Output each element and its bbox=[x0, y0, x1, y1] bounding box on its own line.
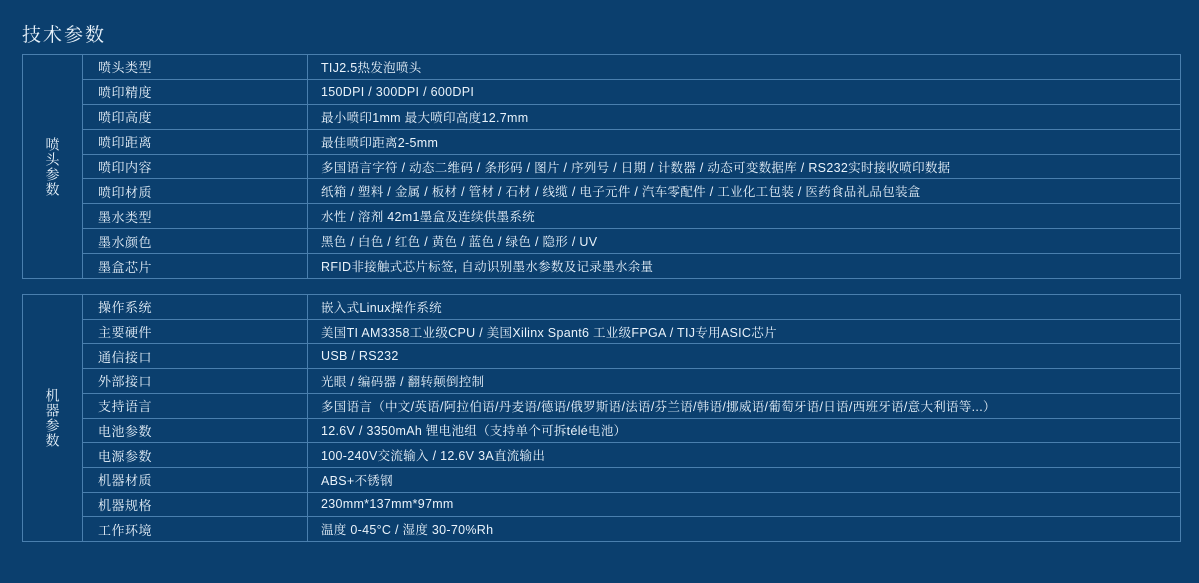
spec-name: 喷印材质 bbox=[83, 179, 308, 203]
spec-block-machine bbox=[22, 294, 1181, 542]
spec-rows-machine bbox=[83, 295, 1180, 541]
spec-value: TIJ2.5热发泡喷头 bbox=[321, 60, 422, 75]
spec-name: 电源参数 bbox=[83, 443, 308, 467]
spec-value: 黑色 / 白色 / 红色 / 黄色 / 蓝色 / 绿色 / 隐形 / UV bbox=[321, 235, 598, 250]
spec-value: 光眼 / 编码器 / 翻转颠倒控制 bbox=[321, 374, 485, 389]
spec-value: 多国语言（中文/英语/阿拉伯语/丹麦语/德语/俄罗斯语/法语/芬兰语/韩语/挪威语/葡萄牙语/日语/西班牙语/意大利语等...） bbox=[321, 399, 996, 414]
table-row bbox=[83, 254, 1180, 278]
table-row bbox=[83, 295, 1180, 320]
spec-value: 12.6V / 3350mAh 锂电池组（支持单个可拆télé电池） bbox=[321, 424, 627, 439]
table-row bbox=[83, 419, 1180, 444]
table-row bbox=[83, 229, 1180, 254]
spec-value: 纸箱 / 塑料 / 金属 / 板材 / 管材 / 石材 / 线缆 / 电子元件 / 汽车零配件 / 工业化工包装 / 医药食品礼品包装盒 bbox=[321, 185, 921, 200]
spec-block-printhead bbox=[22, 54, 1181, 279]
table-row bbox=[83, 55, 1180, 80]
spec-name: 工作环境 bbox=[83, 517, 308, 541]
spec-value: 水性 / 溶剂 42m1墨盒及连续供墨系统 bbox=[321, 210, 535, 225]
page-title: 技术参数 bbox=[22, 25, 107, 46]
spec-rows-printhead bbox=[83, 55, 1180, 278]
spec-name: 外部接口 bbox=[83, 369, 308, 393]
spec-name: 主要硬件 bbox=[83, 320, 308, 344]
spec-value: 多国语言字符 / 动态二维码 / 条形码 / 图片 / 序列号 / 日期 / 计数器 / 动态可变数据库 / RS232实时接收喷印数据 bbox=[321, 160, 951, 175]
spec-value: USB / RS232 bbox=[321, 349, 399, 364]
spec-value: 150DPI / 300DPI / 600DPI bbox=[321, 84, 475, 99]
table-row bbox=[83, 468, 1180, 493]
spec-value: 嵌入式Linux操作系统 bbox=[321, 300, 442, 315]
spec-name: 墨水类型 bbox=[83, 204, 308, 228]
table-row bbox=[83, 105, 1180, 130]
spec-value: RFID非接触式芯片标签, 自动识别墨水参数及记录墨水余量 bbox=[321, 260, 654, 275]
table-row bbox=[83, 394, 1180, 419]
spec-name: 操作系统 bbox=[83, 295, 308, 319]
spec-name: 机器规格 bbox=[83, 493, 308, 517]
spec-name: 喷头类型 bbox=[83, 55, 308, 79]
spec-name: 墨水颜色 bbox=[83, 229, 308, 253]
spec-name: 墨盒芯片 bbox=[83, 254, 308, 278]
table-row bbox=[83, 517, 1180, 541]
spec-name: 机器材质 bbox=[83, 468, 308, 492]
spec-name: 喷印距离 bbox=[83, 130, 308, 154]
spec-name: 喷印精度 bbox=[83, 80, 308, 104]
spec-value: ABS+不锈钢 bbox=[321, 473, 393, 488]
spec-name: 喷印内容 bbox=[83, 155, 308, 179]
table-row bbox=[83, 204, 1180, 229]
spec-value: 最小喷印1mm 最大喷印高度12.7mm bbox=[321, 110, 529, 125]
spec-value: 100-240V交流输入 / 12.6V 3A直流输出 bbox=[321, 449, 546, 464]
spec-value: 230mm*137mm*97mm bbox=[321, 497, 454, 512]
table-row bbox=[83, 179, 1180, 204]
spec-name: 电池参数 bbox=[83, 419, 308, 443]
table-row bbox=[83, 130, 1180, 155]
spec-value: 最佳喷印距离2-5mm bbox=[321, 135, 439, 150]
spec-name: 喷印高度 bbox=[83, 105, 308, 129]
group-label-machine: 机器参数 bbox=[23, 295, 83, 541]
table-row bbox=[83, 369, 1180, 394]
table-row bbox=[83, 155, 1180, 180]
spec-value: 温度 0-45°C / 湿度 30-70%Rh bbox=[321, 523, 494, 538]
spec-name: 支持语言 bbox=[83, 394, 308, 418]
table-row bbox=[83, 344, 1180, 369]
table-row bbox=[83, 493, 1180, 518]
table-row bbox=[83, 80, 1180, 105]
table-row bbox=[83, 443, 1180, 468]
spec-value: 美国TI AM3358工业级CPU / 美国Xilinx Spant6 工业级FPGA / TIJ专用ASIC芯片 bbox=[321, 325, 777, 340]
group-label-printhead: 喷头参数 bbox=[23, 55, 83, 278]
spec-name: 通信接口 bbox=[83, 344, 308, 368]
table-row bbox=[83, 320, 1180, 345]
